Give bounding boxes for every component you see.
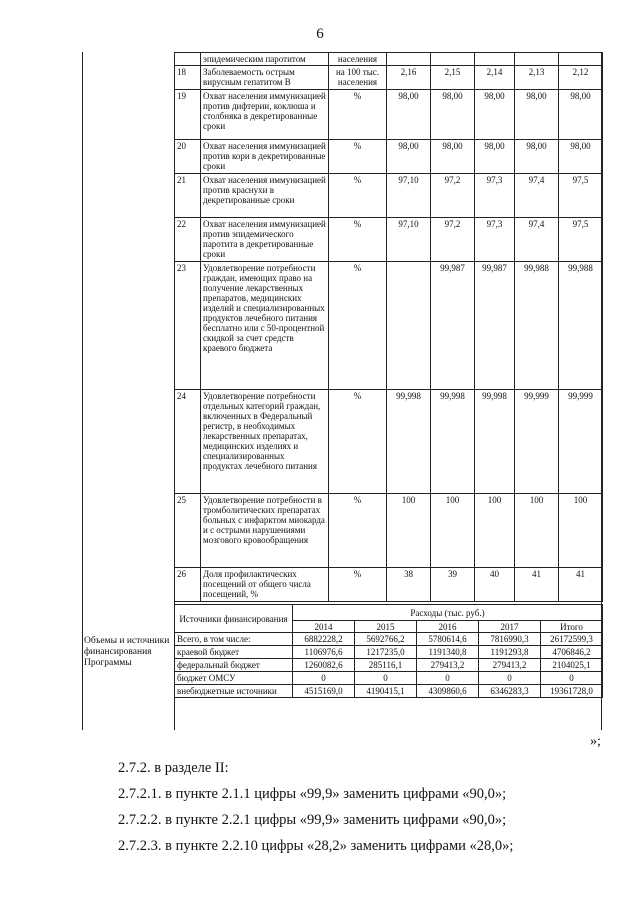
row-number: 18 [175,66,201,90]
instruction-line: 2.7.2.1. в пункте 2.1.1 цифры «99,9» заменить цифрами «90,0»; [118,786,507,802]
table-row [175,66,603,90]
table-row [175,218,603,262]
indicator-name: Охват населения иммунизацией против краснухи в декретированные сроки [201,174,329,218]
source-label: краевой бюджет [175,646,293,659]
indicator-unit: населения [329,53,387,66]
row-number: 23 [175,262,201,390]
value-cell: 97,4 [515,218,559,262]
value-cell: 0 [417,672,479,685]
value-cell: 0 [541,672,603,685]
value-cell: 99,987 [475,262,515,390]
value-cell: 98,00 [515,140,559,174]
indicator-name: Охват населения иммунизацией против эпидемического паротита в декретированные сроки [201,218,329,262]
value-cell: 4309860,6 [417,685,479,698]
value-cell: 99,998 [387,390,431,494]
row-number: 22 [175,218,201,262]
indicator-unit: % [329,218,387,262]
indicator-unit: % [329,390,387,494]
indicator-name: Доля профилактических посещений от общего числа посещений, % [201,568,329,602]
indicator-unit: % [329,568,387,602]
value-cell: 26172599,3 [541,633,603,646]
indicator-unit: на 100 тыс. населения [329,66,387,90]
value-cell: 97,5 [559,174,603,218]
value-cell: 2,12 [559,66,603,90]
value-cell: 38 [387,568,431,602]
source-label: внебюджетные источники [175,685,293,698]
value-cell: 1106976,6 [293,646,355,659]
financing-section-label: Объемы и источники финансирования Программы [84,636,170,668]
table-row [175,140,603,174]
value-cell: 2,16 [387,66,431,90]
value-cell: 41 [515,568,559,602]
indicator-unit: % [329,262,387,390]
value-cell: 98,00 [559,90,603,140]
table-row [175,53,603,66]
value-cell: 2,14 [475,66,515,90]
value-cell: 19361728,0 [541,685,603,698]
instruction-line: 2.7.2.2. в пункте 2.2.1 цифры «99,9» заменить цифрами «90,0»; [118,812,507,828]
value-cell: 97,10 [387,218,431,262]
value-cell: 7816990,3 [479,633,541,646]
instruction-line: 2.7.2.3. в пункте 2.2.10 цифры «28,2» заменить цифрами «28,0»; [118,838,514,854]
value-cell: 39 [431,568,475,602]
table-row [175,672,603,685]
value-cell: 99,999 [559,390,603,494]
value-cell: 6346283,3 [479,685,541,698]
value-cell: 99,998 [475,390,515,494]
value-cell: 98,00 [431,90,475,140]
table-row [175,568,603,602]
row-number [175,53,201,66]
value-cell: 2,15 [431,66,475,90]
value-cell: 99,988 [559,262,603,390]
value-cell: 0 [293,672,355,685]
value-cell: 98,00 [387,140,431,174]
indicator-name: Охват населения иммунизацией против кори в декретированные сроки [201,140,329,174]
indicator-name: Заболеваемость острым вирусным гепатитом В [201,66,329,90]
indicator-name: Удовлетворение потребности отдельных категорий граждан, включенных в Федеральный регистр, в необходимых лекарственных препаратах, медицинских изделиях и специализированных продуктах лечебного питания [201,390,329,494]
value-cell: 97,3 [475,174,515,218]
table-row [175,685,603,698]
value-cell: 97,10 [387,174,431,218]
value-cell: 2104025,1 [541,659,603,672]
value-cell: 98,00 [475,90,515,140]
value-cell: 0 [479,672,541,685]
value-cell: 41 [559,568,603,602]
value-cell: 4706846,2 [541,646,603,659]
value-cell [387,53,431,66]
value-cell: 98,00 [475,140,515,174]
table-row [175,262,603,390]
value-cell: 97,3 [475,218,515,262]
value-cell: 98,00 [431,140,475,174]
sources-header: Источники финансирования [175,605,293,633]
value-cell: 279413,2 [417,659,479,672]
indicators-table [174,52,603,602]
indicator-name: Охват населения иммунизацией против дифтерии, коклюша и столбняка в декретированные сроки [201,90,329,140]
value-cell: 40 [475,568,515,602]
row-number: 25 [175,494,201,568]
year-header: 2016 [417,621,479,633]
value-cell: 99,999 [515,390,559,494]
value-cell: 285116,1 [355,659,417,672]
table-header-row [175,605,603,621]
year-header: 2015 [355,621,417,633]
table-row [175,646,603,659]
indicator-name: Удовлетворение потребности граждан, имеющих право на получение лекарственных препаратов, медицинских изделий и специализированных продуктов лечебного питания бесплатно или с 50-процентной скидкой за счет средств краевого бюджета [201,262,329,390]
value-cell: 100 [387,494,431,568]
value-cell: 1260082,6 [293,659,355,672]
instruction-line: 2.7.2. в разделе II: [118,760,229,776]
value-cell: 98,00 [515,90,559,140]
row-number: 20 [175,140,201,174]
value-cell: 1217235,0 [355,646,417,659]
value-cell: 5692766,2 [355,633,417,646]
value-cell: 97,2 [431,218,475,262]
value-cell: 100 [515,494,559,568]
value-cell: 2,13 [515,66,559,90]
table-row [175,633,603,646]
value-cell: 98,00 [559,140,603,174]
value-cell: 99,998 [431,390,475,494]
value-cell: 97,2 [431,174,475,218]
value-cell: 279413,2 [479,659,541,672]
value-cell: 97,4 [515,174,559,218]
value-cell: 5780614,6 [417,633,479,646]
year-header: 2017 [479,621,541,633]
value-cell [475,53,515,66]
source-label: Всего, в том числе: [175,633,293,646]
table-row [175,90,603,140]
page-number: 6 [316,26,324,42]
value-cell: 4190415,1 [355,685,417,698]
table-row [175,390,603,494]
year-header: 2014 [293,621,355,633]
value-cell [387,262,431,390]
expenses-header: Расходы (тыс. руб.) [293,605,603,621]
indicator-unit: % [329,494,387,568]
value-cell: 0 [355,672,417,685]
value-cell: 100 [431,494,475,568]
table-row [175,659,603,672]
indicator-unit: % [329,140,387,174]
indicator-unit: % [329,174,387,218]
value-cell: 1191340,8 [417,646,479,659]
total-header: Итого [541,621,603,633]
value-cell: 99,987 [431,262,475,390]
indicator-name: эпидемическим паротитом [201,53,329,66]
source-label: федеральный бюджет [175,659,293,672]
value-cell: 100 [475,494,515,568]
value-cell [515,53,559,66]
row-number: 24 [175,390,201,494]
row-number: 19 [175,90,201,140]
value-cell: 97,5 [559,218,603,262]
source-label: бюджет ОМСУ [175,672,293,685]
value-cell: 6882228,2 [293,633,355,646]
value-cell: 4515169,0 [293,685,355,698]
frame-left-border [82,52,83,730]
indicator-name: Удовлетворение потребности в тромболитических препаратах больных с инфарктом миокарда и с острыми нарушениями мозгового кровообращения [201,494,329,568]
table-row [175,494,603,568]
value-cell: 99,988 [515,262,559,390]
row-number: 26 [175,568,201,602]
value-cell [559,53,603,66]
table-row [175,174,603,218]
financing-table [174,604,603,698]
value-cell: 98,00 [387,90,431,140]
value-cell [431,53,475,66]
closing-quote-mark: »; [590,734,601,749]
row-number: 21 [175,174,201,218]
indicator-unit: % [329,90,387,140]
value-cell: 1191293,8 [479,646,541,659]
value-cell: 100 [559,494,603,568]
